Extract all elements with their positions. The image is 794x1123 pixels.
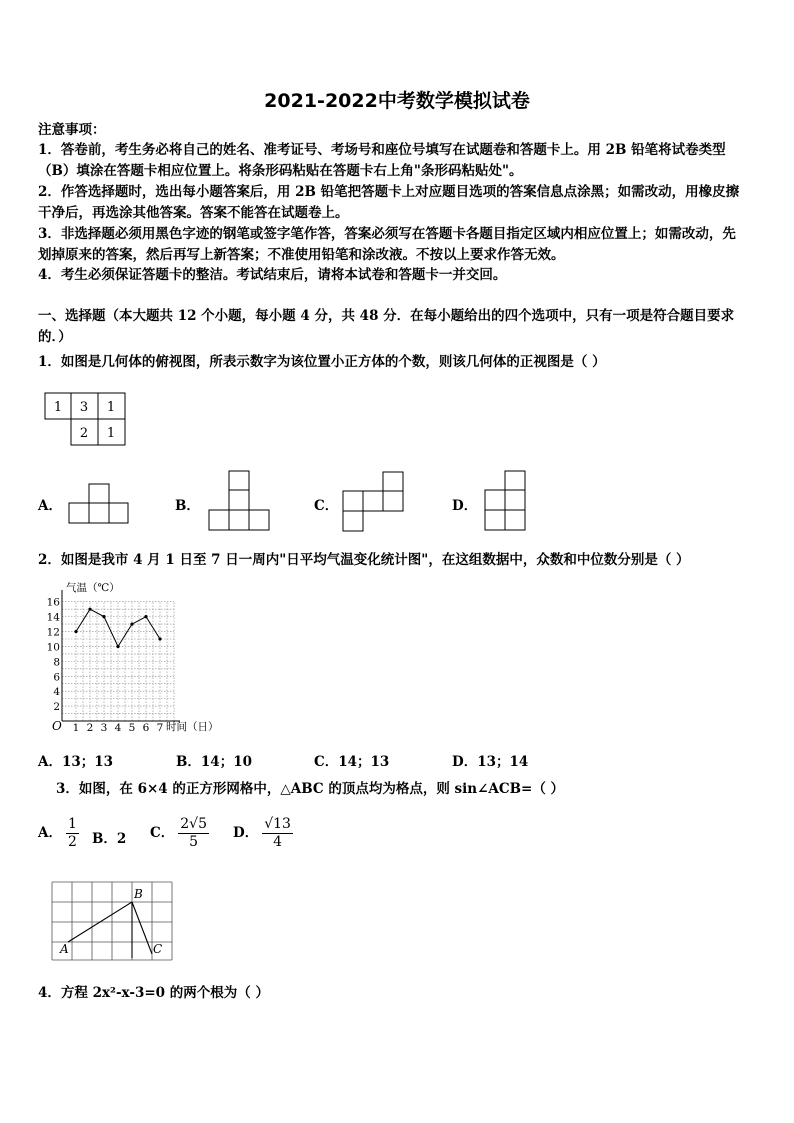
q3-option-c [150,816,209,851]
q1-option-a-figure [68,483,130,525]
q1-option-d-figure [484,470,526,532]
section-heading-cont: 的．） [38,329,72,345]
fraction-denominator: 2 [67,834,77,850]
chart-data-point [74,630,77,633]
chart-y-tick-label: 12 [46,626,60,639]
notice-heading: 注意事项： [38,122,106,138]
fraction-denominator: 5 [189,834,199,850]
chart-y-axis-label: 气温（℃） [66,582,120,594]
fraction-denominator: 4 [273,834,283,850]
chart-y-tick-label: 2 [53,701,60,714]
grid-cell-value: 1 [106,426,116,441]
notice-line: 划掉原来的答案，然后再写上新答案；不准使用铅笔和涂改液。不按以上要求作答无效。 [38,247,565,263]
chart-x-tick-label: 6 [142,722,150,734]
chart-data-point [144,615,147,618]
grid-cell-value: 1 [106,400,116,415]
chart-data-point [158,637,161,640]
chart-x-tick-label: 2 [86,722,94,734]
q2-option-d: D．13；14 [452,754,529,770]
chart-y-tick-label: 6 [53,671,60,684]
grid-cell-value: 1 [53,400,63,415]
q3-option-d-label: D． [233,825,259,841]
q3-option-a [38,816,79,851]
q2-stem: 2．如图是我市 4 月 1 日至 7 日一周内"日平均气温变化统计图"，在这组数据中，众数和中位数分别是（ ） [38,552,690,568]
q1-option-d-label: D． [452,498,478,514]
q2-option-a: A．13；13 [38,754,114,770]
q3-triangle-grid-figure [50,880,182,964]
chart-y-tick-label: 4 [53,686,60,699]
chart-x-tick-label: 5 [128,722,136,734]
fraction-numerator: 2√5 [180,816,207,832]
vertex-label-a: A [60,942,69,956]
q3-option-a-fraction [66,816,79,851]
chart-y-tick-label: 8 [53,656,60,669]
exam-title: 2021-2022中考数学模拟试卷 [264,90,530,112]
q4-stem: 4．方程 2x²-x-3=0 的两个根为（ ） [38,985,269,1001]
chart-axes [62,590,180,721]
notice-line: 2．作答选择题时，选出每小题答案后，用 2B 铅笔把答题卡上对应题目选项的答案信息点涂黑；如需改动，用橡皮擦 [38,184,740,200]
chart-y-tick-label: 14 [46,611,60,624]
temperature-line-chart [42,578,242,738]
chart-grid [62,602,174,721]
chart-x-tick-label: 3 [100,722,108,734]
fraction-numerator: 1 [67,816,77,832]
q3-option-c-fraction [178,816,209,851]
grid-cell-value: 3 [79,400,89,415]
notice-line: 干净后，再选涂其他答案。答案不能答在试题卷上。 [38,205,349,221]
chart-origin-label: O [52,719,62,733]
chart-x-tick-label: 1 [72,722,80,734]
fraction-numerator: √13 [264,816,291,832]
chart-y-tick-label: 16 [46,596,60,609]
triangle-abc [68,902,152,958]
q1-stem: 1．如图是几何体的俯视图，所表示数字为该位置小正方体的个数，则该几何体的正视图是（ ） [38,354,606,370]
chart-y-tick-label: 10 [46,641,60,654]
vertex-label-c: C [153,942,163,956]
chart-x-axis-label: 时间（日） [166,721,219,733]
chart-x-tick-label: 7 [156,722,164,734]
q3-option-a-label: A． [38,825,62,841]
q3-option-d-fraction [262,816,293,851]
chart-data-point [88,608,91,611]
chart-data-point [102,615,105,618]
q1-option-a-label: A． [38,498,62,514]
chart-data-point [130,622,133,625]
notice-line: （B）填涂在答题卡相应位置上。将条形码粘贴在答题卡右上角"条形码粘贴处"。 [38,163,523,179]
notice-line: 3．非选择题必须用黑色字迹的钢笔或签字笔作答，答案必须写在答题卡各题目指定区域内相应位置上；如需改动，先 [38,226,736,242]
section-heading: 一、选择题（本大题共 12 个小题，每小题 4 分，共 48 分．在每小题给出的四个选项中，只有一项是符合题目要求 [38,308,735,324]
grid-cell-value: 2 [79,426,89,441]
q3-option-c-label: C． [150,825,175,841]
chart-x-tick-label: 4 [114,722,122,734]
q3-stem: 3．如图，在 6×4 的正方形网格中，△ABC 的顶点均为格点，则 sin∠ACB=（ ） [56,781,565,797]
q1-top-view-grid [44,392,128,446]
q2-option-c: C．14；13 [314,754,390,770]
vertex-label-b: B [134,887,143,901]
q2-option-b: B．14；10 [176,754,252,770]
q1-option-b-figure [208,470,270,532]
notice-line: 1．答卷前，考生务必将自己的姓名、准考证号、考场号和座位号填写在试题卷和答题卡上。用 2B 铅笔将试卷类型 [38,142,726,158]
q1-option-b-label: B． [175,498,200,514]
notice-line: 4．考生必须保证答题卡的整洁。考试结束后，请将本试卷和答题卡一并交回。 [38,267,507,283]
q3-option-d [233,816,293,851]
q3-option-b: B．2 [92,831,127,847]
q1-option-c-label: C． [314,498,339,514]
q1-option-c-figure [342,471,404,533]
chart-data-point [116,645,119,648]
